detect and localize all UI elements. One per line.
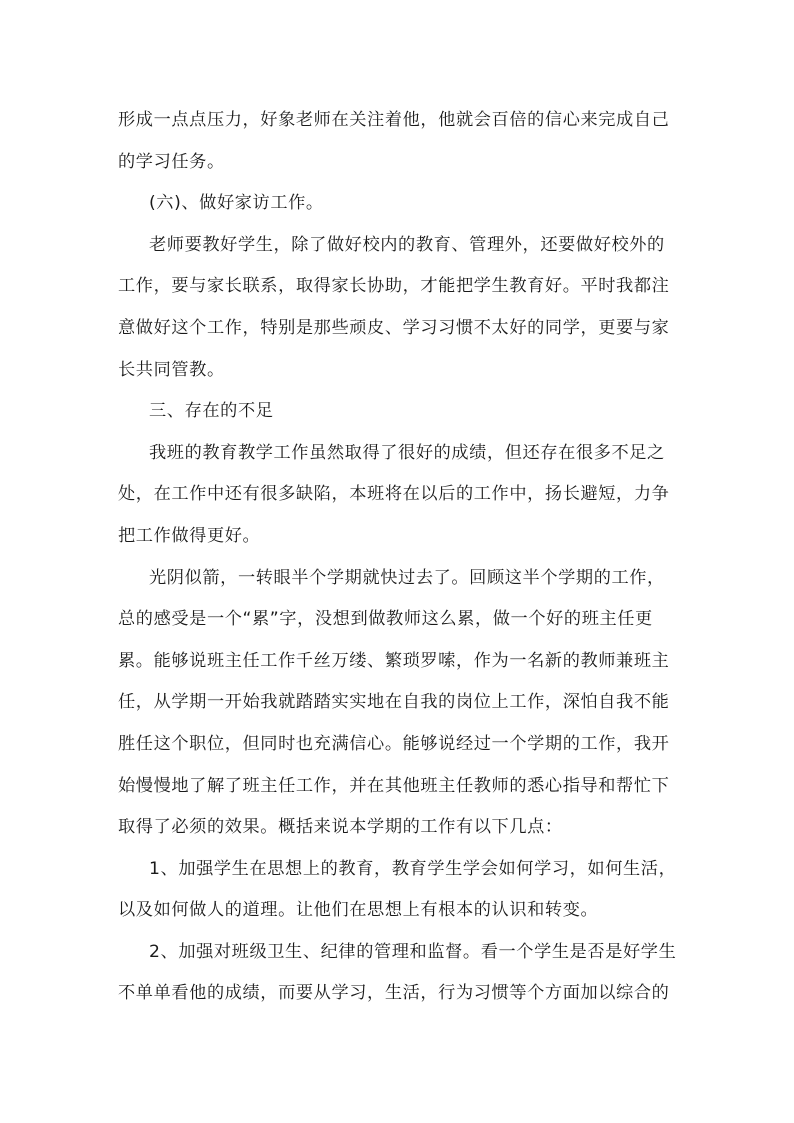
paragraph-line: 的学习任务。 xyxy=(118,151,225,172)
paragraph-line: 我班的教育教学工作虽然取得了很好的成绩，但还存在很多不足之 xyxy=(149,442,665,463)
paragraph-line: 处，在工作中还有很多缺陷，本班将在以后的工作中，扬长避短，力争 xyxy=(118,484,670,505)
paragraph-line: 任，从学期一开始我就踏踏实实地在自我的岗位上工作，深怕自我不能 xyxy=(118,692,670,713)
paragraph-line: 光阴似箭，一转眼半个学期就快过去了。回顾这半个学期的工作， xyxy=(149,567,665,588)
paragraph-line: 老师要教好学生，除了做好校内的教育、管理外，还要做好校外的 xyxy=(149,234,665,255)
section-heading-family-visit: (六)、做好家访工作。 xyxy=(149,193,324,214)
paragraph-line: 工作，要与家长联系，取得家长协助，才能把学生教育好。平时我都注 xyxy=(118,276,670,297)
list-item-1: 1、加强学生在思想上的教育，教育学生学会如何学习，如何生活， xyxy=(149,858,677,879)
paragraph-line: 以及如何做人的道理。让他们在思想上有根本的认识和转变。 xyxy=(118,900,599,921)
paragraph-line: 始慢慢地了解了班主任工作，并在其他班主任教师的悉心指导和帮忙下 xyxy=(118,775,670,796)
paragraph-line: 把工作做得更好。 xyxy=(118,525,261,546)
paragraph-line: 意做好这个工作，特别是那些顽皮、学习习惯不太好的同学，更要与家 xyxy=(118,317,670,338)
paragraph-line: 总的感受是一个“累”字，没想到做教师这么累，做一个好的班主任更 xyxy=(118,609,653,630)
list-item-2: 2、加强对班级卫生、纪律的管理和监督。看一个学生是否是好学生 xyxy=(149,941,677,962)
paragraph-line: 累。能够说班主任工作千丝万缕、繁琐罗嗦，作为一名新的教师兼班主 xyxy=(118,650,670,671)
paragraph-line: 胜任这个职位，但同时也充满信心。能够说经过一个学期的工作，我开 xyxy=(118,733,670,754)
paragraph-line: 不单单看他的成绩，而要从学习，生活，行为习惯等个方面加以综合的 xyxy=(118,983,670,1004)
section-heading-shortcomings: 三、存在的不足 xyxy=(149,401,274,422)
paragraph-line: 形成一点点压力，好象老师在关注着他，他就会百倍的信心来完成自己 xyxy=(118,110,670,130)
paragraph-line: 长共同管教。 xyxy=(118,359,225,380)
paragraph-line: 取得了必须的效果。概括来说本学期的工作有以下几点： xyxy=(118,817,563,838)
document-body xyxy=(118,100,678,1015)
